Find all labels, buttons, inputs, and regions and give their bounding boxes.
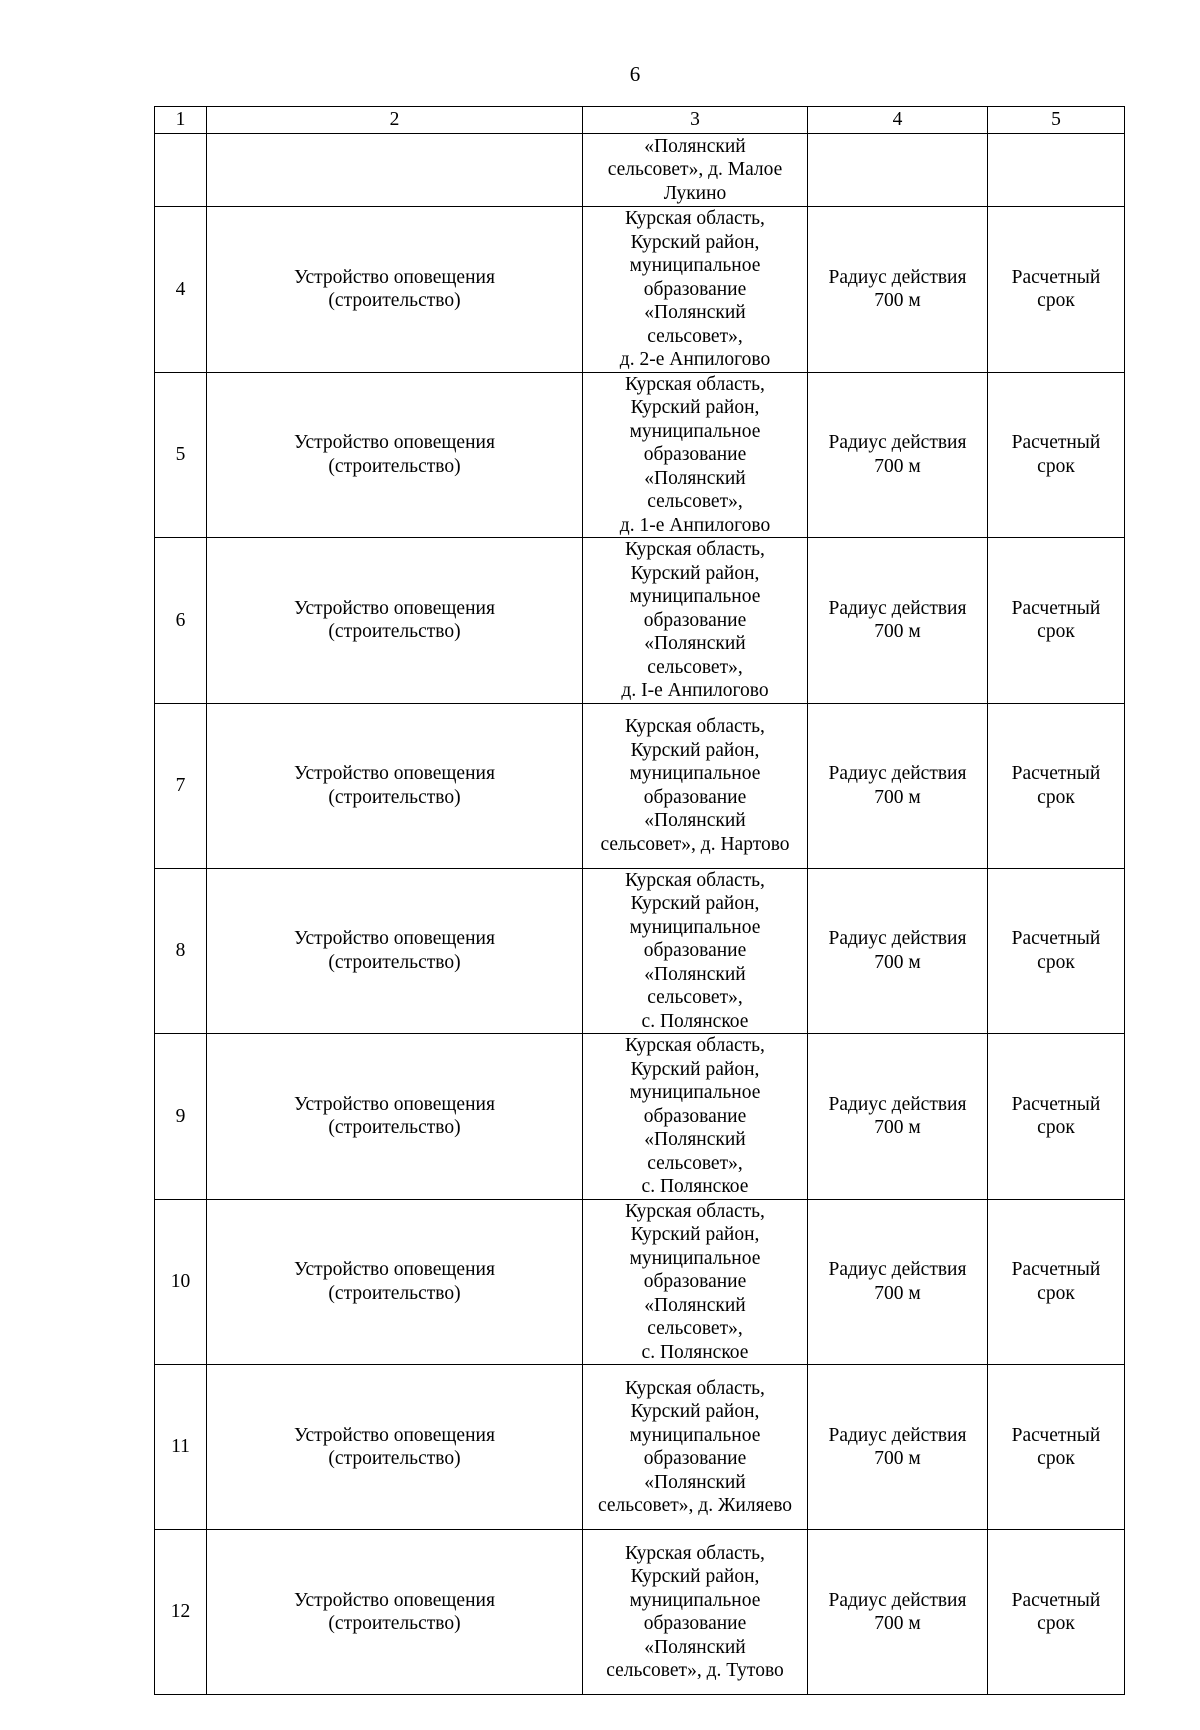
cell-name: Устройство оповещения (строительство) [207,1530,583,1695]
cell-number: 5 [155,372,207,538]
cell-deadline: Расчетный срок [988,538,1125,704]
cell-location [583,207,808,373]
location-line: муниципальное [629,763,761,784]
location-line: Лукино [663,182,727,204]
location-line: образование [643,278,747,300]
location-line: Курский район, [630,739,760,761]
cell-name: Устройство оповещения (строительство) [207,1034,583,1200]
cell-parameter [808,134,988,207]
column-header-5: 5 [988,107,1125,134]
table-row [155,1034,1125,1200]
location-line: Курская область, [625,539,765,560]
location-line: сельсовет», [647,1318,743,1339]
location-line: Курский район, [630,1566,760,1587]
location-line: Курская область, [625,1377,765,1399]
cell-parameter: Радиус действия 700 м [808,1530,988,1695]
location-line: муниципальное [629,1247,761,1269]
cell-parameter: Радиус действия 700 м [808,868,988,1034]
cell-number: 8 [155,868,207,1034]
location-line: сельсовет», [647,325,743,347]
cell-parameter: Радиус действия 700 м [808,207,988,373]
cell-parameter: Радиус действия 700 м [808,1365,988,1530]
cell-deadline: Расчетный срок [988,1199,1125,1365]
location-line: сельсовет», д. Малое [607,159,783,181]
page-number: 6 [629,62,641,86]
location-line: «Полянский [644,963,746,985]
location-line: сельсовет», д. Нартово [600,833,790,855]
location-line: образование [643,1613,747,1634]
cell-location [583,538,808,704]
cell-deadline: Расчетный срок [988,868,1125,1034]
cell-deadline [988,134,1125,207]
cell-name: Устройство оповещения (строительство) [207,1365,583,1530]
table-body [155,107,1125,1695]
location-line: сельсовет», д. Жиляево [597,1495,793,1516]
cell-name: Устройство оповещения (строительство) [207,868,583,1034]
location-line: Курская область, [625,373,765,395]
table-row [155,1530,1125,1695]
cell-deadline: Расчетный срок [988,372,1125,538]
continuation-row [155,134,1125,207]
location-line: «Полянский [644,810,746,831]
table-row [155,207,1125,373]
location-line: «Полянский [644,467,746,489]
location-line: д. 1-е Анпилогово [619,514,771,536]
location-line: муниципальное [629,1082,761,1103]
schedule-table [154,106,1125,1695]
location-line: образование [643,1448,747,1469]
location-line: сельсовет», [647,491,743,512]
location-line: муниципальное [629,1424,761,1446]
location-line: муниципальное [629,916,761,938]
table-row [155,538,1125,704]
location-line: образование [643,444,747,465]
location-line: Курский район, [630,1058,760,1080]
cell-number: 6 [155,538,207,704]
table-row [155,1365,1125,1530]
cell-name: Устройство оповещения (строительство) [207,703,583,868]
location-line: Курский район, [630,562,760,584]
table-row [155,703,1125,868]
location-line: сельсовет», [647,656,743,678]
location-line: Курская область, [625,1200,765,1222]
location-line: муниципальное [629,1589,761,1611]
cell-number [155,134,207,207]
cell-name: Устройство оповещения (строительство) [207,1199,583,1365]
cell-deadline: Расчетный срок [988,703,1125,868]
cell-location [583,1530,808,1695]
cell-location [583,1365,808,1530]
location-line: «Полянский [644,1294,746,1316]
location-line: Курский район, [630,1401,760,1422]
location-line: с. Полянское [641,1176,749,1197]
location-line: «Полянский [644,1636,746,1658]
location-line: образование [643,1271,747,1292]
location-line: Курский район, [630,231,760,253]
location-line: образование [643,609,747,631]
cell-number: 11 [155,1365,207,1530]
location-line: д. I-е Анпилогово [621,680,769,701]
column-header-3: 3 [583,107,808,134]
cell-parameter: Радиус действия 700 м [808,1034,988,1200]
location-line: Курская область, [625,716,765,737]
location-line: «Полянский [644,135,746,157]
column-header-4: 4 [808,107,988,134]
location-line: муниципальное [629,586,761,607]
location-line: «Полянский [644,302,746,323]
cell-parameter: Радиус действия 700 м [808,372,988,538]
location-line: «Полянский [644,633,746,654]
cell-number: 9 [155,1034,207,1200]
location-line: сельсовет», [647,1152,743,1174]
column-header-2: 2 [207,107,583,134]
location-line: образование [643,1105,747,1127]
cell-deadline: Расчетный срок [988,1530,1125,1695]
cell-location [583,134,808,207]
cell-number: 10 [155,1199,207,1365]
table-row [155,1199,1125,1365]
cell-number: 7 [155,703,207,868]
location-line: с. Полянское [641,1010,749,1032]
cell-deadline: Расчетный срок [988,1034,1125,1200]
location-line: с. Полянское [641,1341,749,1363]
cell-name [207,134,583,207]
cell-location [583,1199,808,1365]
table-row [155,868,1125,1034]
location-line: «Полянский [644,1471,746,1493]
location-line: Курская область, [625,208,765,229]
cell-name: Устройство оповещения (строительство) [207,538,583,704]
location-line: сельсовет», д. Тутово [606,1660,784,1681]
location-line: муниципальное [629,420,761,442]
cell-parameter: Радиус действия 700 м [808,1199,988,1365]
location-line: образование [643,940,747,961]
location-line: д. 2-е Анпилогово [619,349,771,370]
location-line: муниципальное [629,255,761,276]
location-line: сельсовет», [647,987,743,1008]
cell-location [583,1034,808,1200]
cell-location [583,372,808,538]
location-line: Курская область, [625,1035,765,1056]
location-line: образование [643,786,747,808]
cell-number: 12 [155,1530,207,1695]
column-header-1: 1 [155,107,207,134]
location-line: Курская область, [625,869,765,891]
location-line: Курский район, [630,893,760,914]
cell-deadline: Расчетный срок [988,207,1125,373]
location-line: «Полянский [644,1129,746,1150]
cell-location [583,703,808,868]
cell-name: Устройство оповещения (строительство) [207,207,583,373]
cell-location [583,868,808,1034]
cell-parameter: Радиус действия 700 м [808,538,988,704]
header-row [155,107,1125,134]
location-line: Курский район, [630,397,760,418]
location-line: Курская область, [625,1542,765,1564]
cell-parameter: Радиус действия 700 м [808,703,988,868]
cell-number: 4 [155,207,207,373]
location-line: Курский район, [630,1224,760,1245]
cell-deadline: Расчетный срок [988,1365,1125,1530]
table-row [155,372,1125,538]
cell-name: Устройство оповещения (строительство) [207,372,583,538]
